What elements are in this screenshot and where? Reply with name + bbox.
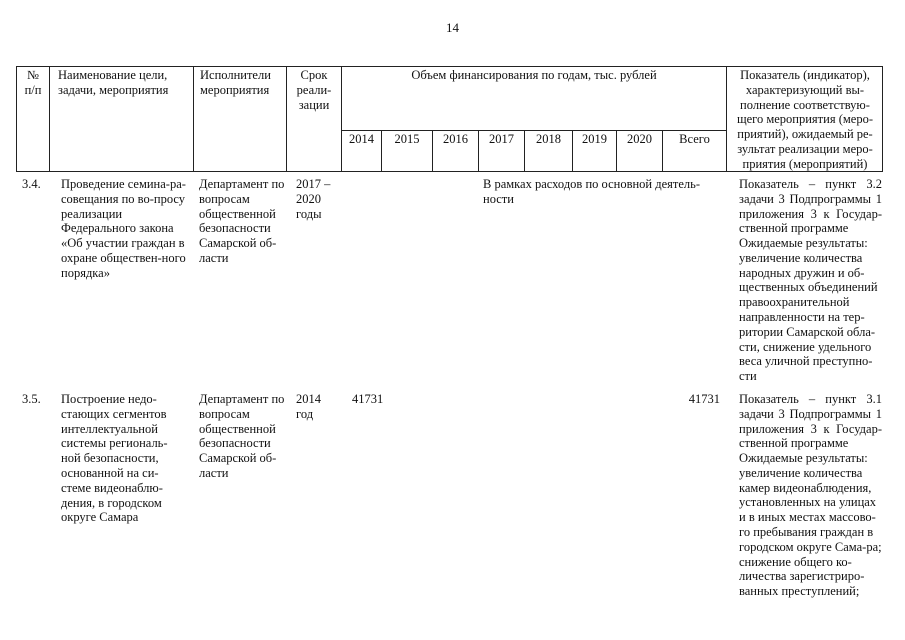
header-num: № п/п [24,68,42,97]
row-executor: Департамент по вопросам общественной безопасности Самарской об-ласти [199,177,285,265]
row-term: 2014 год [296,392,321,421]
row-expected: Ожидаемые результаты: увеличение количества камер видеонаблюдения, установленных на улицах и в иных местах массово-го пребывания граждан в городском округе Сама-ра; снижение общего ко-личества зарегистриро-ванных преступлений; [739,451,882,599]
row-executor: Департамент по вопросам общественной безопасности Самарской об-ласти [199,392,285,480]
header-total: Всего [679,132,710,146]
header-executors: Исполнители мероприятия [200,68,271,97]
header-financing: Объем финансирования по годам, тыс. рублей [411,68,657,82]
row-num: 3.4. [22,177,41,191]
header-year-2016: 2016 [443,132,468,146]
row-name: Построение недо-стающих сегментов интеллектуальной системы региональ-ной безопасности, основанной на си-стеме видеонаблю-дения, в городском округе Самара [61,392,168,525]
header-year-2017: 2017 [489,132,514,146]
header-year-2015: 2015 [394,132,420,146]
row-value-2014: 41731 [352,392,384,406]
row-financing-note: В рамках расходов по основной деятель-ности [483,177,700,206]
header-indicator: Показатель (индикатор), характеризующий вы-полнение соответствую-щего мероприятия (меро-приятий), ожидаемый ре-зультат реализации меро-приятия (мероприятий) [736,68,873,171]
row-term: 2017 – 2020 годы [296,177,331,221]
header-year-2019: 2019 [582,132,607,146]
header-year-2020: 2020 [627,132,652,146]
row-name: Проведение семина-ра-совещания по во-просу реализации Федерального закона «Об участии граждан в охране обществен-ного порядка» [61,177,186,280]
row-num: 3.5. [22,392,41,406]
row-expected: Ожидаемые результаты: увеличение количества народных дружин и об-щественных объединений правоохранительной направленности на тер-ритории Самарской обла-сти, снижение удельного веса уличной преступно-сти [739,236,878,384]
header-term: Срок реали-зации [296,68,332,112]
table-header [16,66,883,172]
row-value-total: 41731 [688,392,720,406]
row-indicator-ref: Показатель – пункт 3.1 задачи 3 Подпрограммы 1 приложения 3 к Государ-ственной программе [739,392,882,451]
row-indicator-ref: Показатель – пункт 3.2 задачи 3 Подпрограммы 1 приложения 3 к Государ-ственной программе [739,177,882,236]
page-number: 14 [446,20,459,35]
header-year-2014: 2014 [349,132,374,146]
header-name: Наименование цели, задачи, мероприятия [58,68,169,97]
header-year-2018: 2018 [536,132,561,146]
